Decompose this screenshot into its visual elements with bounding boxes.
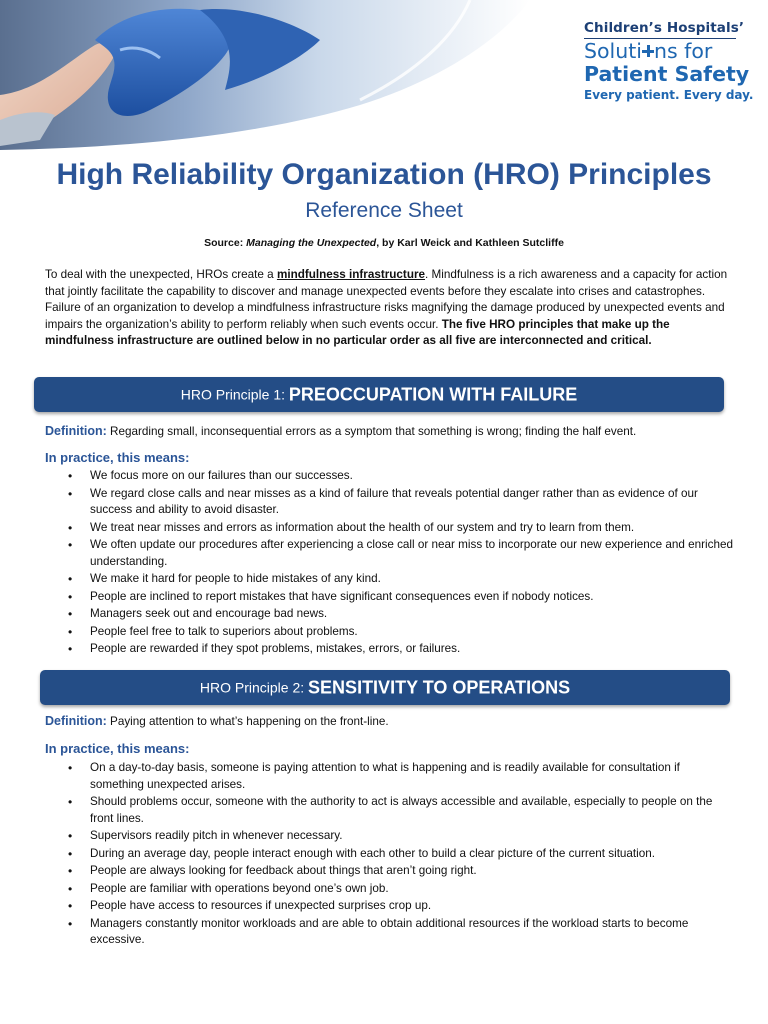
list-item: • On a day-to-day basis, someone is paying attention to what is happening and is readily available for consultation if something unexpected arises.	[45, 760, 733, 793]
logo-tagline: Every patient. Every day.	[584, 88, 754, 102]
principle-2-name: SENSITIVITY TO OPERATIONS	[308, 677, 571, 698]
principle-1-definition	[45, 424, 636, 438]
page-title: High Reliability Organization (HRO) Principles	[56, 158, 712, 191]
logo-line-3: Patient Safety	[584, 62, 750, 86]
list-item: • We make it hard for people to hide mistakes of any kind.	[45, 571, 733, 588]
definition-text: Regarding small, inconsequential errors as a symptom that something is wrong; finding the half event.	[106, 425, 637, 438]
list-item: • People are inclined to report mistakes that have significant consequences even if nobody notices.	[45, 589, 733, 606]
principle-1-banner	[34, 377, 724, 412]
logo-line-1: Children’s Hospitals’	[584, 20, 745, 36]
principle-2-banner	[40, 670, 730, 705]
definition-label: Definition:	[45, 714, 107, 728]
list-item: • We regard close calls and near misses as a kind of failure that reveals potential danger rather than as evidence of our success and ability to avoid disaster.	[45, 486, 733, 519]
list-item: • People have access to resources if unexpected surprises crop up.	[45, 898, 733, 915]
page-subtitle: Reference Sheet	[305, 199, 463, 222]
intro-paragraph	[45, 267, 729, 350]
principle-2-prefix: HRO Principle 2:	[199, 679, 309, 696]
list-item: • People feel free to talk to superiors about problems.	[45, 624, 733, 641]
list-item: • We often update our procedures after experiencing a close call or near miss to incorporate our new experience and enriched understanding.	[45, 537, 733, 570]
source-label: Source:	[204, 237, 244, 249]
list-item: • During an average day, people interact enough with each other to build a clear picture of the current situation.	[45, 846, 733, 863]
definition-text: Paying attention to what’s happening on the front-line.	[106, 715, 389, 728]
list-item: • People are familiar with operations beyond one’s own job.	[45, 881, 733, 898]
list-item: • People are always looking for feedback about things that aren’t going right.	[45, 863, 733, 880]
intro-emphasis: mindfulness infrastructure	[276, 268, 426, 281]
list-item: • People are rewarded if they spot problems, mistakes, errors, or failures.	[45, 641, 733, 658]
principle-1-name: PREOCCUPATION WITH FAILURE	[288, 384, 578, 405]
source-line	[0, 237, 768, 249]
logo-line-2	[584, 40, 754, 63]
list-item: • Should problems occur, someone with the authority to act is always accessible and available, especially to people on the front lines.	[45, 794, 733, 827]
principle-2-practice-heading: In practice, this means:	[45, 741, 190, 756]
principle-2-bullets	[45, 760, 733, 950]
logo-line-2b: ns for	[653, 39, 713, 63]
source-book: Managing the Unexpected	[246, 237, 377, 249]
cps-logo	[584, 20, 754, 102]
plus-icon	[642, 45, 654, 57]
list-item: • We focus more on our failures than our successes.	[45, 468, 733, 485]
intro-text-2: . Mindfulness is a rich awareness and a capacity for action that jointly facilitate the capability to discover and manage unexpected events before they escalate into crises and catastrophes. Failure of an organization to develop a mindfulness infrastructure risks magnifying the damage produced by unexpected events and impairs the organization’s ability to perform reliably when such events occur.	[45, 268, 728, 331]
principle-1-bullets	[45, 468, 733, 659]
list-item: • Managers constantly monitor workloads and are able to obtain additional resources if the workload starts to become excessive.	[45, 916, 733, 949]
list-item: • Managers seek out and encourage bad news.	[45, 606, 733, 623]
intro-bold: The five HRO principles that make up the mindfulness infrastructure are outlined below in no particular order as all five are interconnected and critical.	[45, 317, 670, 347]
intro-text-1: To deal with the unexpected, HROs create a	[45, 268, 277, 281]
principle-2-definition	[45, 714, 389, 728]
principle-1-practice-heading: In practice, this means:	[45, 450, 190, 465]
source-authors: , by Karl Weick and Kathleen Sutcliffe	[376, 237, 564, 249]
list-item: • We treat near misses and errors as information about the health of our system and try to learn from them.	[45, 520, 733, 537]
logo-line-2a: Soluti	[584, 39, 642, 63]
definition-label: Definition:	[45, 424, 107, 438]
principle-1-prefix: HRO Principle 1:	[180, 386, 289, 403]
list-item: • Supervisors readily pitch in whenever necessary.	[45, 828, 733, 845]
